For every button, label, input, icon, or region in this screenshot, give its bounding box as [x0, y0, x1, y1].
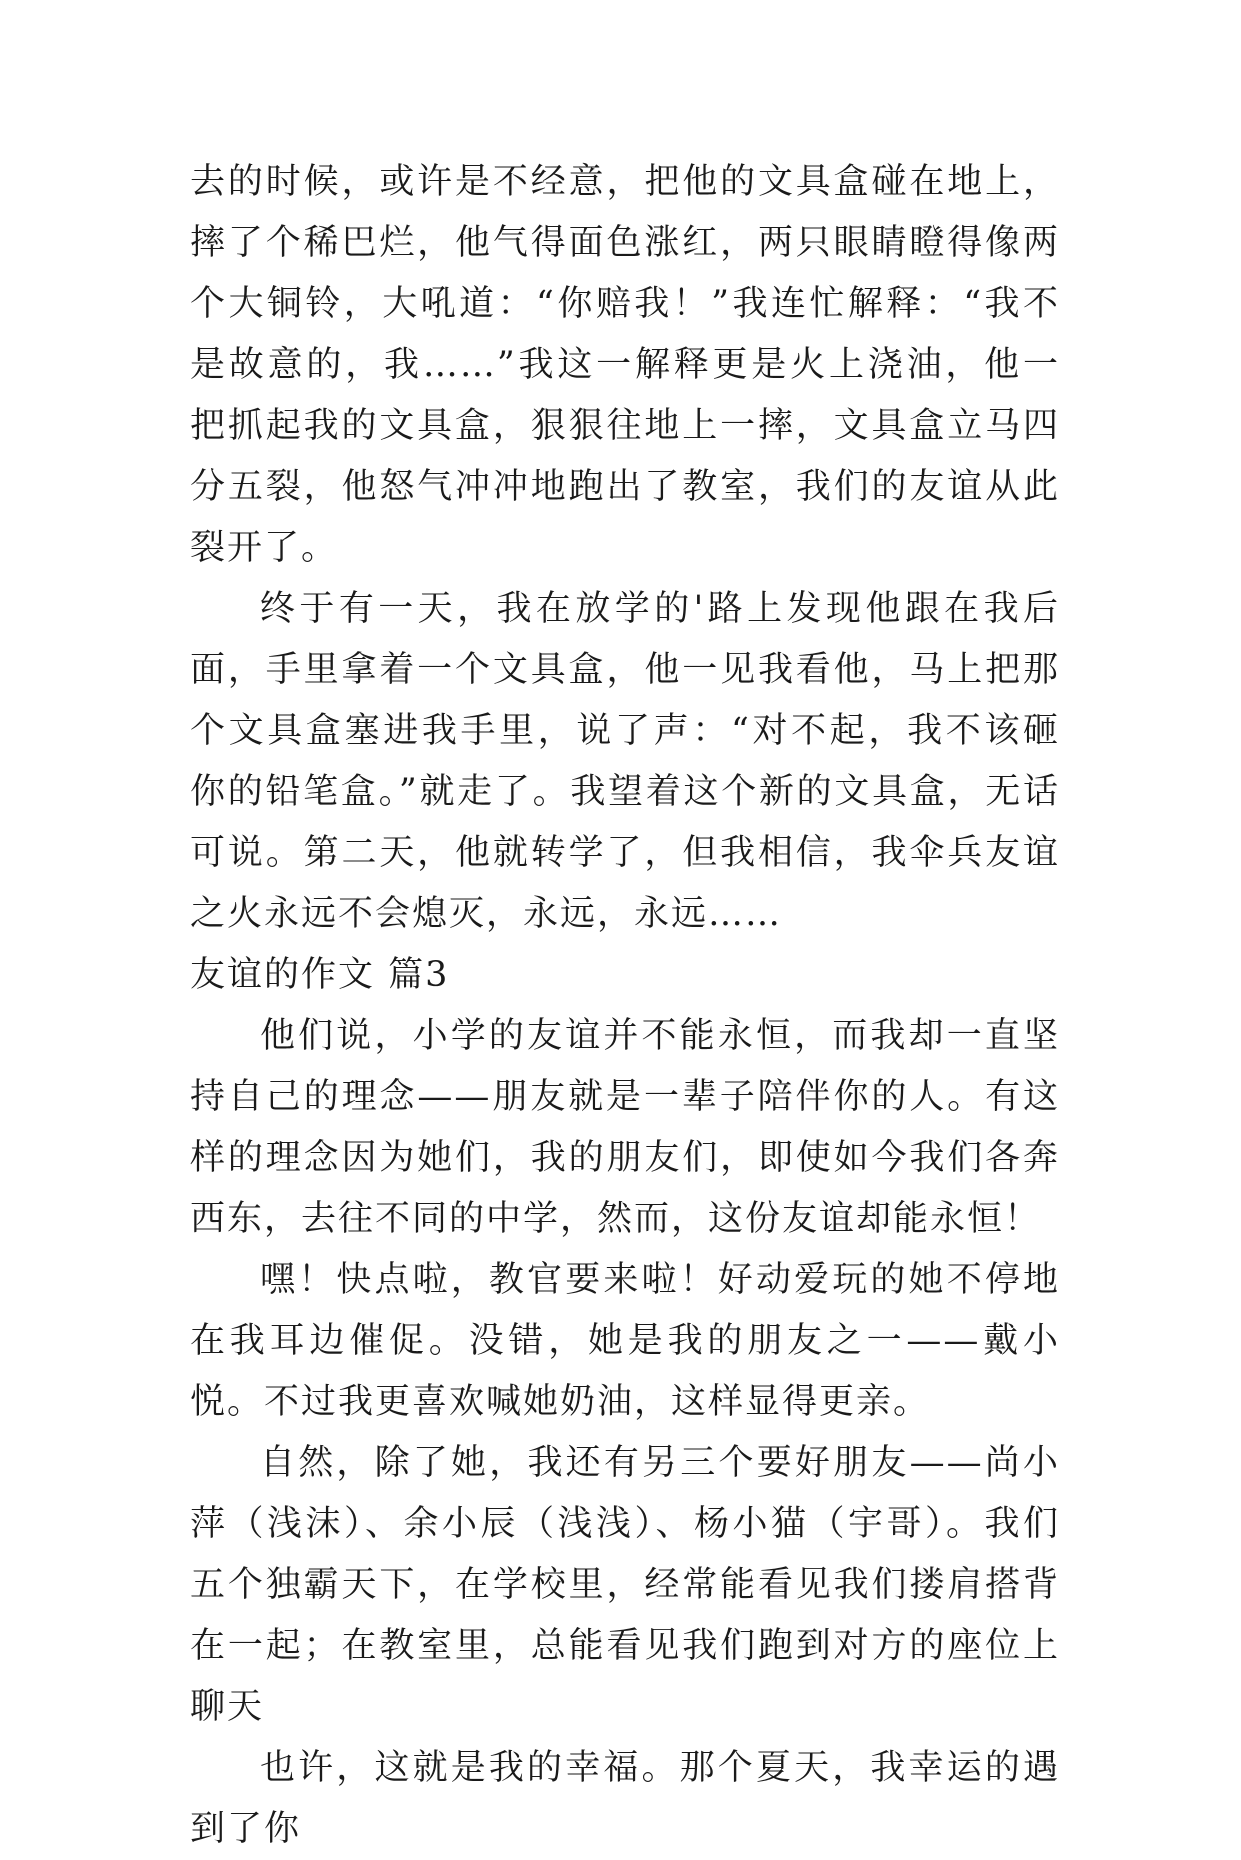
paragraph-2: 终于有一天，我在放学的'路上发现他跟在我后面，手里拿着一个文具盒，他一见我看他，马上把那个文具盒塞进我手里，说了声：“对不起，我不该砸你的铅笔盒。”就走了。我望着这个新的文具盒，无话可说。第二天，他就转学了，但我相信，我伞兵友谊之火永远不会熄灭，永远，永远…… — [190, 589, 1060, 934]
section-heading: 友谊的作文 篇3 — [190, 955, 450, 995]
paragraph-3: 他们说，小学的友谊并不能永恒，而我却一直坚持自己的理念——朋友就是一辈子陪伴你的人。有这样的理念因为她们，我的朋友们，即使如今我们各奔西东，去往不同的中学，然而，这份友谊却能永恒！ — [190, 1016, 1060, 1239]
paragraph-6: 也许，这就是我的幸福。那个夏天，我幸运的遇到了你 — [190, 1748, 1060, 1849]
paragraph-5: 自然，除了她，我还有另三个要好朋友——尚小萍（浅沫）、余小辰（浅浅）、杨小猫（宇哥）。我们五个独霸天下，在学校里，经常能看见我们搂肩搭背在一起；在教室里，总能看见我们跑到对方的座位上聊天 — [190, 1443, 1060, 1727]
paragraph-4: 嘿！快点啦，教官要来啦！好动爱玩的她不停地在我耳边催促。没错，她是我的朋友之一——戴小悦。不过我更喜欢喊她奶油，这样显得更亲。 — [190, 1260, 1060, 1422]
paragraph-1: 去的时候，或许是不经意，把他的文具盒碰在地上，摔了个稀巴烂，他气得面色涨红，两只眼睛瞪得像两个大铜铃，大吼道：“你赔我！”我连忙解释：“我不是故意的，我……”我这一解释更是火上浇油，他一把抓起我的文具盒，狠狠往地上一摔，文具盒立马四分五裂，他怒气冲冲地跑出了教室，我们的友谊从此裂开了。 — [190, 162, 1060, 568]
document-page — [190, 152, 1060, 1860]
